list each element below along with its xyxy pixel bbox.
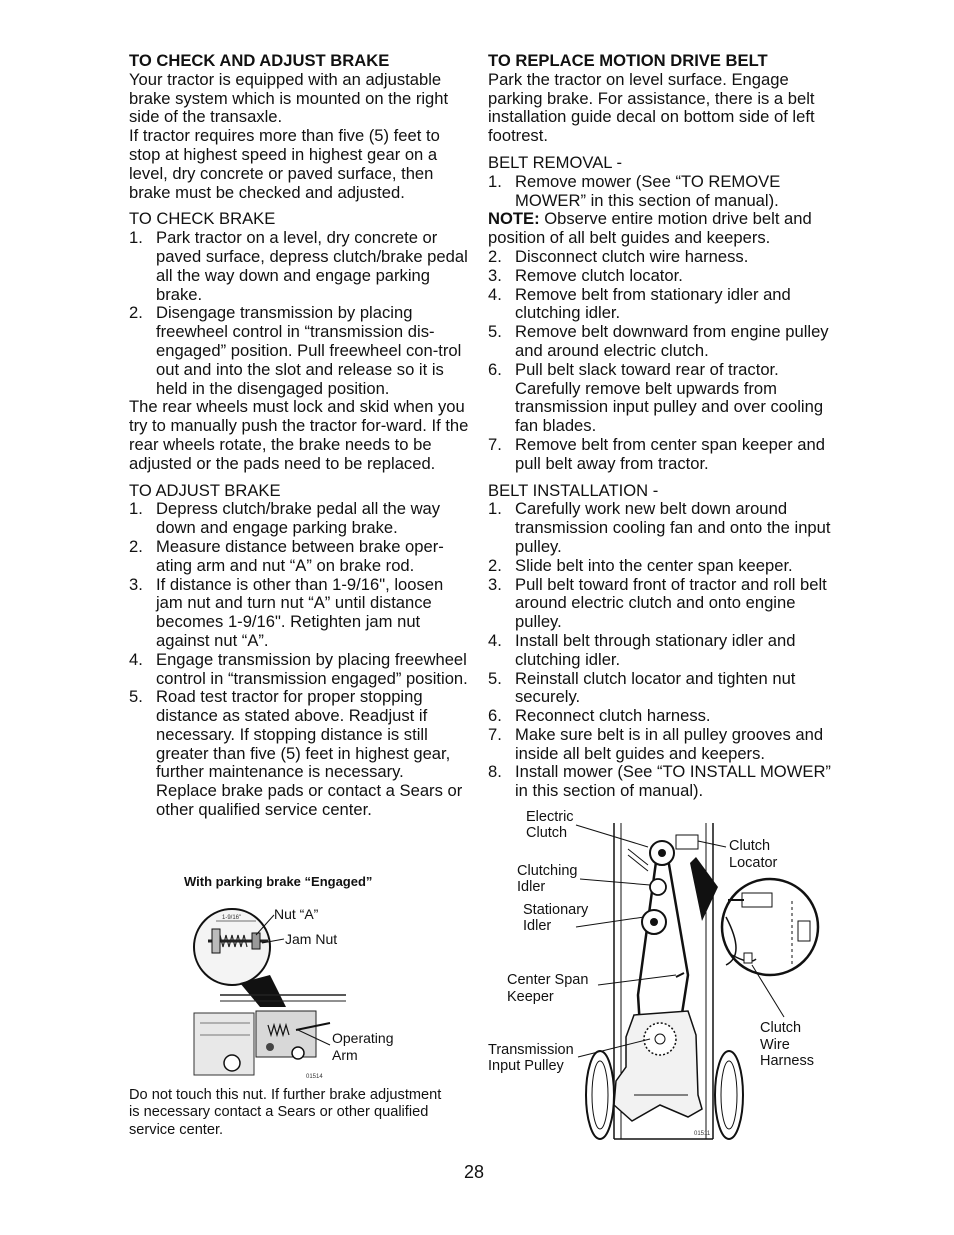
list-item: 5. Remove belt downward from engine pulley and around electric clutch. [488,322,829,360]
arm-label: Arm [332,1047,358,1063]
center-span-label: Center Span [507,972,589,988]
list-item: 3. If distance is other than 1-9/16", loosen jam nut and turn nut “A” until distance becomes 1-9/16". Retighten jam nut against nut “A”. [129,574,444,650]
electric-clutch-label: Clutch [526,825,568,841]
list-item: 3. Pull belt toward front of tractor and roll belt around electric clutch and onto engine pulley. [488,574,827,632]
brake-title: TO CHECK AND ADJUST BRAKE [129,51,390,70]
belt-removal-step-1 [488,173,833,211]
stationary-label: Stationary [523,902,589,918]
adjust-brake-steps [129,500,469,820]
jam-nut-label: Jam Nut [285,931,338,947]
brake-intro-1: Your tractor is equipped with an adjustable brake system which is mounted on the right side of the transaxle. [129,69,449,127]
check-brake-heading: TO CHECK BRAKE [129,209,276,229]
clutching-label: Clutching [517,863,578,879]
list-item: 5. Road test tractor for proper stopping distance as stated above. Readjust if necessary. If stopping distance is still greater than five (5) feet in highest gear, further maintenance is necessary. Replace brake pads or contact a Sears or other qualified service center. [129,687,463,820]
brake-figure-caption: With parking brake “Engaged” [184,874,373,889]
adjust-brake-heading: TO ADJUST BRAKE [129,480,281,500]
list-item: 2. Slide belt into the center span keeper. [488,555,793,575]
list-item: 6. Pull belt slack toward rear of tractor. Carefully remove belt upwards from transmission input pulley and over cooling fan blades. [488,359,824,436]
clutch-locator-label-1: Clutch [729,838,771,854]
list-item: 4. Engage transmission by placing freewheel control in “transmission engaged” position. [129,649,468,688]
clutch-locator-label-2: Locator [729,855,778,871]
brake-figure [190,895,460,1085]
stationary-idler-label: Idler [523,918,552,934]
brake-intro-2: If tractor requires more than five (5) feet to stop at highest speed in highest gear on a level, dry concrete or paved surface, then brake must be checked and adjusted. [129,126,440,202]
clutching-idler-label: Idler [517,879,546,895]
brake-figure-code: 01514 [306,1074,323,1080]
list-item: 8. Install mower (See “TO INSTALL MOWER” in this section of manual). [488,762,831,801]
clutch-wire-label-1: Clutch [760,1020,802,1036]
electric-label: Electric [526,809,574,825]
belt-intro: Park the tractor on level surface. Engage parking brake. For assistance, there is a belt installation guide decal on bottom side of left footrest. [488,69,815,146]
list-item: 1. Carefully work new belt down around transmission cooling fan and onto the input pulley. [488,499,831,556]
nut-a-label: Nut “A” [274,906,319,922]
brake-figure-note: Do not touch this nut. If further brake adjustment is necessary contact a Sears or other qualified service center. [129,1087,442,1138]
belt-figure [488,805,820,1145]
check-brake-steps [129,229,469,398]
transmission-label: Transmission [488,1042,574,1058]
list-item: 4. Remove belt from stationary idler and clutching idler. [488,284,791,323]
belt-note: NOTE: Observe entire motion drive belt and position of all belt guides and keepers. [488,209,812,248]
left-rear-wheel [586,1051,614,1139]
list-item: 6. Reconnect clutch harness. [488,706,711,726]
list-item: 1. Park tractor on a level, dry concrete or paved surface, depress clutch/brake pedal all the way down and engage parking brake. [129,228,468,304]
page-number: 28 [464,1162,485,1182]
dimension-label: 1-9/16" [222,915,242,921]
list-item: 7. Remove belt from center span keeper and pull belt away from tractor. [488,434,825,473]
list-item: 1. Remove mower (See “TO REMOVE MOWER” in this section of manual). [488,171,781,210]
list-item: 2. Disengage transmission by placing freewheel control in “transmission dis-engaged” position. Pull freewheel con-trol out and into the slot and release so it is held in the disengaged position. [129,303,462,398]
keeper-label: Keeper [507,989,554,1005]
belt-section [488,52,833,801]
clutching-idler-pulley [650,879,666,895]
list-item: 1. Depress clutch/brake pedal all the way down and engage parking brake. [129,499,441,538]
list-item: 2. Disconnect clutch wire harness. [488,246,749,266]
belt-figure-code: 01511 [694,1131,711,1137]
clutch-wire-label-3: Harness [760,1053,814,1069]
transmission [614,1011,702,1121]
list-item: 3. Remove clutch locator. [488,265,683,285]
clutch-locator-detail [690,857,818,975]
list-item: 7. Make sure belt is in all pulley grooves and inside all belt guides and keepers. [488,724,824,763]
belt-title: TO REPLACE MOTION DRIVE BELT [488,51,768,70]
belt-install-steps [488,500,833,801]
list-item: 4. Install belt through stationary idler and clutching idler. [488,630,796,669]
list-item: 5. Reinstall clutch locator and tighten nut securely. [488,668,796,707]
list-item: 2. Measure distance between brake oper-ating arm and nut “A” on brake rod. [129,536,444,575]
operating-label: Operating [332,1030,394,1046]
clutch-wire-label-2: Wire [760,1037,790,1053]
input-pulley-label: Input Pulley [488,1058,564,1074]
belt-install-heading: BELT INSTALLATION - [488,480,659,500]
brake-section [129,52,469,820]
belt-removal-steps [488,248,833,474]
right-rear-wheel [715,1051,743,1139]
belt-removal-heading: BELT REMOVAL - [488,152,623,172]
check-brake-result: The rear wheels must lock and skid when you try to manually push the tractor for-ward. If the rear wheels rotate, the brake needs to be adjusted or the pads need to be replaced. [129,397,469,473]
